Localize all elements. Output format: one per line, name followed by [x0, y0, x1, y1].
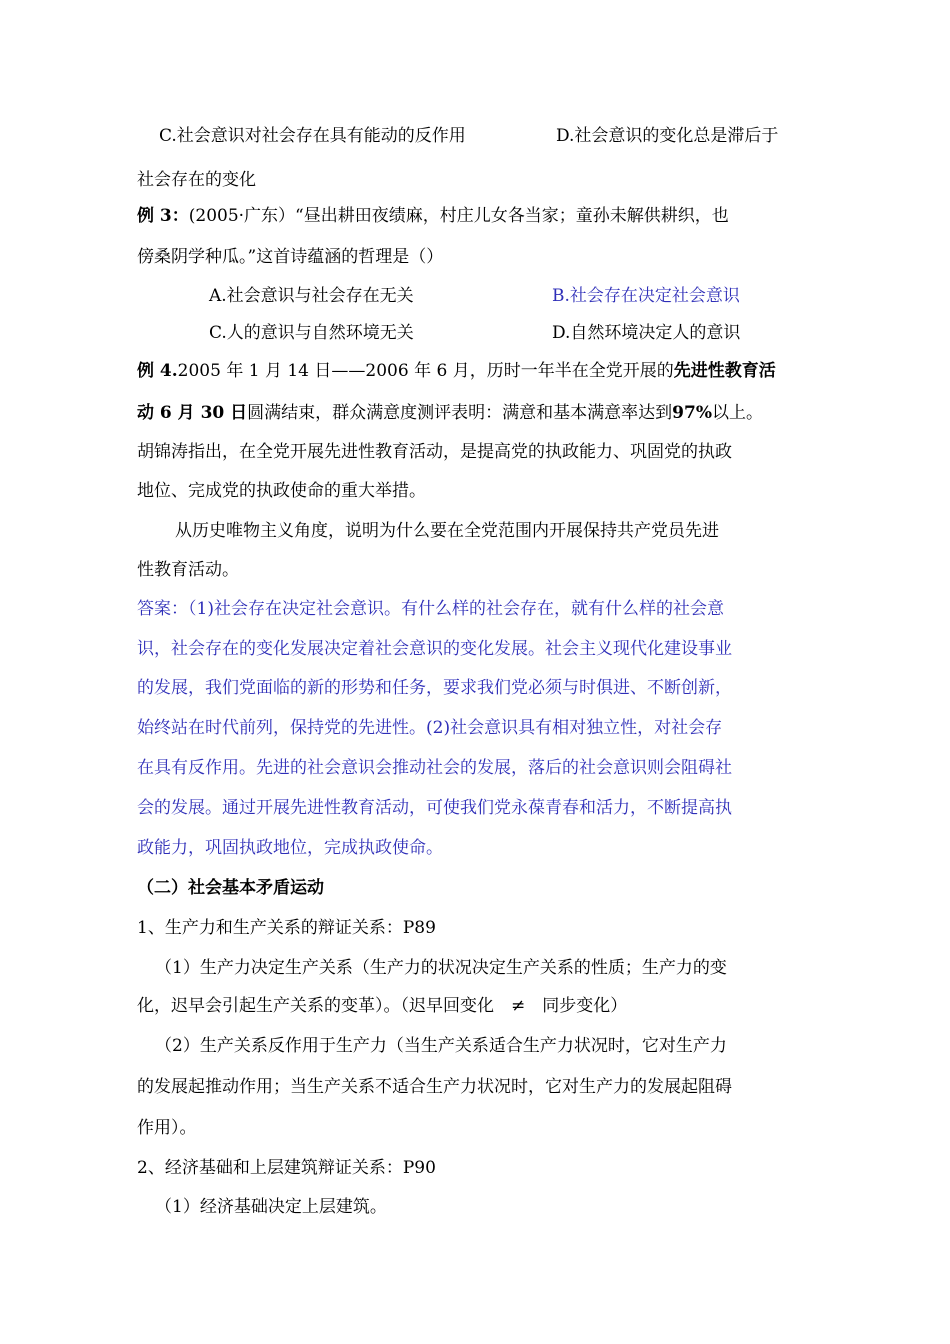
emphasis-date: 动 6 月 30 日: [137, 403, 248, 423]
answer-line: 政能力，巩固执政地位，完成执政使命。: [137, 838, 443, 858]
answer-line: 在具有反作用。先进的社会意识会推动社会的发展，落后的社会意识则会阻碍社: [137, 758, 732, 778]
text-line: [137, 956, 817, 980]
example-4-text: 2005 年 1 月 14 日——2006 年 6 月，历时一年半在全党开展的: [177, 361, 674, 381]
text-line: [137, 1195, 817, 1219]
example-4-line: [137, 359, 817, 383]
answer-line: 会的发展。通过开展先进性教育活动，可使我们党永葆青春和活力，不断提高执: [137, 798, 732, 818]
option-c-text: C.社会意识对社会存在具有能动的反作用: [159, 126, 466, 146]
example-4-emphasis: 先进性教育活: [673, 361, 776, 381]
answer-line: 答案：（1)社会存在决定社会意识。有什么样的社会存在，就有什么样的社会意: [137, 599, 724, 619]
answer-line: 始终站在时代前列，保持党的先进性。(2)社会意识具有相对独立性，对社会存: [137, 718, 723, 738]
option-c-text: C.人的意识与自然环境无关: [209, 323, 414, 343]
text-line: [137, 1034, 817, 1058]
text-line: 性教育活动。: [137, 560, 239, 580]
text-span: （1）生产力决定生产关系（生产力的状况决定生产关系的性质；生产力的变: [155, 958, 727, 978]
text-line: 化，迟早会引起生产关系的变革）。（迟早回变化 ≠ 同步变化）: [137, 996, 628, 1016]
text-line: [137, 401, 817, 425]
text-line: 傍桑阴学种瓜。”这首诗蕴涵的哲理是（）: [137, 247, 444, 267]
example-4-label: 例 4.: [137, 361, 178, 381]
subheading: 2、经济基础和上层建筑辩证关系：P90: [137, 1158, 436, 1178]
text-line: 地位、完成党的执政使命的重大举措。: [137, 481, 426, 501]
text-span: （1）经济基础决定上层建筑。: [155, 1197, 387, 1217]
text-line: 社会存在的变化: [137, 170, 256, 190]
text-span: 以上。: [711, 403, 763, 423]
option-d-text: D.社会意识的变化总是滞后于: [556, 126, 779, 146]
text-span: （2）生产关系反作用于生产力（当生产关系适合生产力状况时，它对生产力: [155, 1036, 727, 1056]
section-heading: （二）社会基本矛盾运动: [137, 878, 324, 898]
subheading: 1、生产力和生产关系的辩证关系：P89: [137, 918, 436, 938]
text-line: 的发展起推动作用；当生产关系不适合生产力状况时，它对生产力的发展起阻碍: [137, 1077, 732, 1097]
example-3-label: 例 3：: [137, 206, 189, 226]
answer-line: 识，社会存在的变化发展决定着社会意识的变化发展。社会主义现代化建设事业: [137, 639, 732, 659]
option-a-text: A.社会意识与社会存在无关: [209, 286, 414, 306]
example-3-line: [137, 204, 817, 228]
option-d-text: D.自然环境决定人的意识: [552, 323, 741, 343]
answer-line: 的发展，我们党面临的新的形势和任务，要求我们党必须与时俱进、不断创新，: [137, 678, 732, 698]
emphasis-percent: 97%: [672, 403, 712, 423]
question-text: 从历史唯物主义角度，说明为什么要在全党范围内开展保持共产党员先进: [175, 521, 719, 541]
question-line: [137, 519, 817, 543]
example-3-text: (2005·广东）“昼出耕田夜绩麻，村庄儿女各当家；童孙未解供耕织，也: [188, 206, 729, 226]
text-span: 圆满结束，群众满意度测评表明：满意和基本满意率达到: [247, 403, 673, 423]
text-line: 胡锦涛指出，在全党开展先进性教育活动，是提高党的执政能力、巩固党的执政: [137, 442, 732, 462]
text-line: 作用）。: [137, 1118, 197, 1138]
option-b-answer: B.社会存在决定社会意识: [552, 286, 740, 306]
